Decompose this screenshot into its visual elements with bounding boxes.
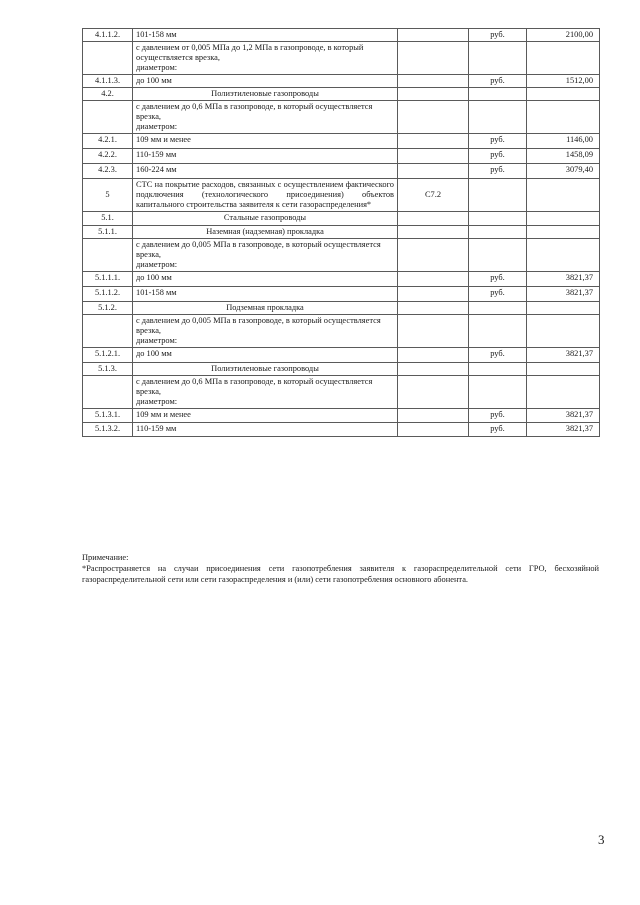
- table-row: [83, 42, 600, 75]
- row-number: [83, 239, 133, 272]
- row-price: [527, 226, 600, 239]
- row-number: 5.1.1.: [83, 226, 133, 239]
- row-number: [83, 376, 133, 409]
- row-price: 2100,00: [527, 29, 600, 42]
- table-row: [83, 376, 600, 409]
- row-unit: [469, 179, 527, 212]
- row-number: 5.1.1.2.: [83, 287, 133, 302]
- row-unit: руб.: [469, 164, 527, 179]
- table-row: [83, 134, 600, 149]
- row-code: [398, 88, 469, 101]
- row-code: [398, 149, 469, 164]
- row-number: [83, 315, 133, 348]
- row-price: 3821,37: [527, 348, 600, 363]
- row-unit: [469, 302, 527, 315]
- table-row: [83, 423, 600, 437]
- row-number: 5.1.3.: [83, 363, 133, 376]
- table-row: [83, 88, 600, 101]
- row-number: [83, 42, 133, 75]
- row-number: 4.2.: [83, 88, 133, 101]
- row-number: 5.1.1.1.: [83, 272, 133, 287]
- row-number: 4.1.1.3.: [83, 75, 133, 88]
- row-code: [398, 348, 469, 363]
- row-code: [398, 363, 469, 376]
- row-price: [527, 88, 600, 101]
- row-price: [527, 101, 600, 134]
- row-number: 5.1.: [83, 212, 133, 226]
- row-number: 4.1.1.2.: [83, 29, 133, 42]
- row-description: до 100 мм: [133, 272, 398, 287]
- row-unit: [469, 226, 527, 239]
- row-description: 110-159 мм: [133, 149, 398, 164]
- row-code: [398, 315, 469, 348]
- row-description: с давлением до 0,6 МПа в газопроводе, в который осуществляется врезка, диаметром:: [133, 101, 398, 134]
- row-unit: руб.: [469, 134, 527, 149]
- row-price: 3079,40: [527, 164, 600, 179]
- table-row: [83, 272, 600, 287]
- row-price: 3821,37: [527, 272, 600, 287]
- row-code: [398, 42, 469, 75]
- row-code: [398, 272, 469, 287]
- row-price: 1458,09: [527, 149, 600, 164]
- row-code: [398, 376, 469, 409]
- row-unit: руб.: [469, 272, 527, 287]
- row-unit: [469, 376, 527, 409]
- row-description: Стальные газопроводы: [133, 212, 398, 226]
- row-unit: руб.: [469, 149, 527, 164]
- row-unit: руб.: [469, 29, 527, 42]
- row-unit: руб.: [469, 348, 527, 363]
- footnote-text: *Распространяется на случаи присоединения сети газопотребления заявителя к газораспределительной сети ГРО, бесхозяйной газораспределительной сети или сети газораспределения и (или) сети газопотребления основного абонента.: [82, 564, 599, 584]
- page-number: 3: [598, 832, 605, 847]
- table-row: [83, 149, 600, 164]
- table-row: [83, 164, 600, 179]
- row-number: 4.2.3.: [83, 164, 133, 179]
- row-code: [398, 134, 469, 149]
- row-price: [527, 212, 600, 226]
- row-code: [398, 164, 469, 179]
- row-price: [527, 363, 600, 376]
- row-description: 110-159 мм: [133, 423, 398, 437]
- row-code: [398, 212, 469, 226]
- table-row: [83, 179, 600, 212]
- row-price: 3821,37: [527, 409, 600, 423]
- row-number: 5.1.3.2.: [83, 423, 133, 437]
- row-description: СТС на покрытие расходов, связанных с осуществлением фактического подключения (технологического присоединения) объектов капитального строительства заявителя к сети газораспределения*: [133, 179, 398, 212]
- row-unit: [469, 315, 527, 348]
- row-unit: [469, 42, 527, 75]
- row-code: [398, 239, 469, 272]
- row-description: 109 мм и менее: [133, 409, 398, 423]
- table-row: [83, 29, 600, 42]
- row-description: Подземная прокладка: [133, 302, 398, 315]
- row-description: с давлением от 0,005 МПа до 1,2 МПа в газопроводе, в который осуществляется врезка, диаметром:: [133, 42, 398, 75]
- row-price: 3821,37: [527, 287, 600, 302]
- row-price: [527, 179, 600, 212]
- row-code: [398, 101, 469, 134]
- row-description: с давлением до 0,6 МПа в газопроводе, в который осуществляется врезка, диаметром:: [133, 376, 398, 409]
- row-description: с давлением до 0,005 МПа в газопроводе, в который осуществляется врезка, диаметром:: [133, 315, 398, 348]
- table-row: [83, 315, 600, 348]
- row-price: [527, 42, 600, 75]
- row-unit: [469, 239, 527, 272]
- row-code: [398, 287, 469, 302]
- row-description: с давлением до 0,005 МПа в газопроводе, в который осуществляется врезка, диаметром:: [133, 239, 398, 272]
- row-code: [398, 423, 469, 437]
- row-description: Полиэтиленовые газопроводы: [133, 363, 398, 376]
- row-number: 5.1.3.1.: [83, 409, 133, 423]
- row-description: до 100 мм: [133, 348, 398, 363]
- tariff-table: [82, 28, 600, 437]
- table-row: [83, 348, 600, 363]
- footnote-title: Примечание:: [82, 553, 129, 562]
- row-description: до 100 мм: [133, 75, 398, 88]
- row-unit: [469, 212, 527, 226]
- row-description: Наземная (надземная) прокладка: [133, 226, 398, 239]
- row-unit: [469, 88, 527, 101]
- row-code: [398, 409, 469, 423]
- row-unit: [469, 101, 527, 134]
- row-price: [527, 302, 600, 315]
- row-number: 5.1.2.1.: [83, 348, 133, 363]
- row-price: 1146,00: [527, 134, 600, 149]
- row-number: 5.1.2.: [83, 302, 133, 315]
- row-unit: [469, 363, 527, 376]
- row-number: [83, 101, 133, 134]
- row-price: [527, 315, 600, 348]
- row-number: 5: [83, 179, 133, 212]
- row-description: 109 мм и менее: [133, 134, 398, 149]
- row-description: 160-224 мм: [133, 164, 398, 179]
- row-price: 3821,37: [527, 423, 600, 437]
- row-code: [398, 75, 469, 88]
- row-code: [398, 226, 469, 239]
- row-unit: руб.: [469, 75, 527, 88]
- row-price: [527, 239, 600, 272]
- row-number: 4.2.2.: [83, 149, 133, 164]
- row-unit: руб.: [469, 287, 527, 302]
- row-description: 101-158 мм: [133, 29, 398, 42]
- table-row: [83, 101, 600, 134]
- table-row: [83, 409, 600, 423]
- table-row: [83, 212, 600, 226]
- table-row: [83, 75, 600, 88]
- footnote: [82, 552, 599, 585]
- row-price: 1512,00: [527, 75, 600, 88]
- row-description: 101-158 мм: [133, 287, 398, 302]
- row-unit: руб.: [469, 409, 527, 423]
- row-price: [527, 376, 600, 409]
- row-code: [398, 29, 469, 42]
- row-code: [398, 302, 469, 315]
- table-row: [83, 226, 600, 239]
- row-number: 4.2.1.: [83, 134, 133, 149]
- row-unit: руб.: [469, 423, 527, 437]
- table-row: [83, 302, 600, 315]
- table-row: [83, 287, 600, 302]
- table-row: [83, 363, 600, 376]
- row-description: Полиэтиленовые газопроводы: [133, 88, 398, 101]
- table-row: [83, 239, 600, 272]
- row-code: С7.2: [398, 179, 469, 212]
